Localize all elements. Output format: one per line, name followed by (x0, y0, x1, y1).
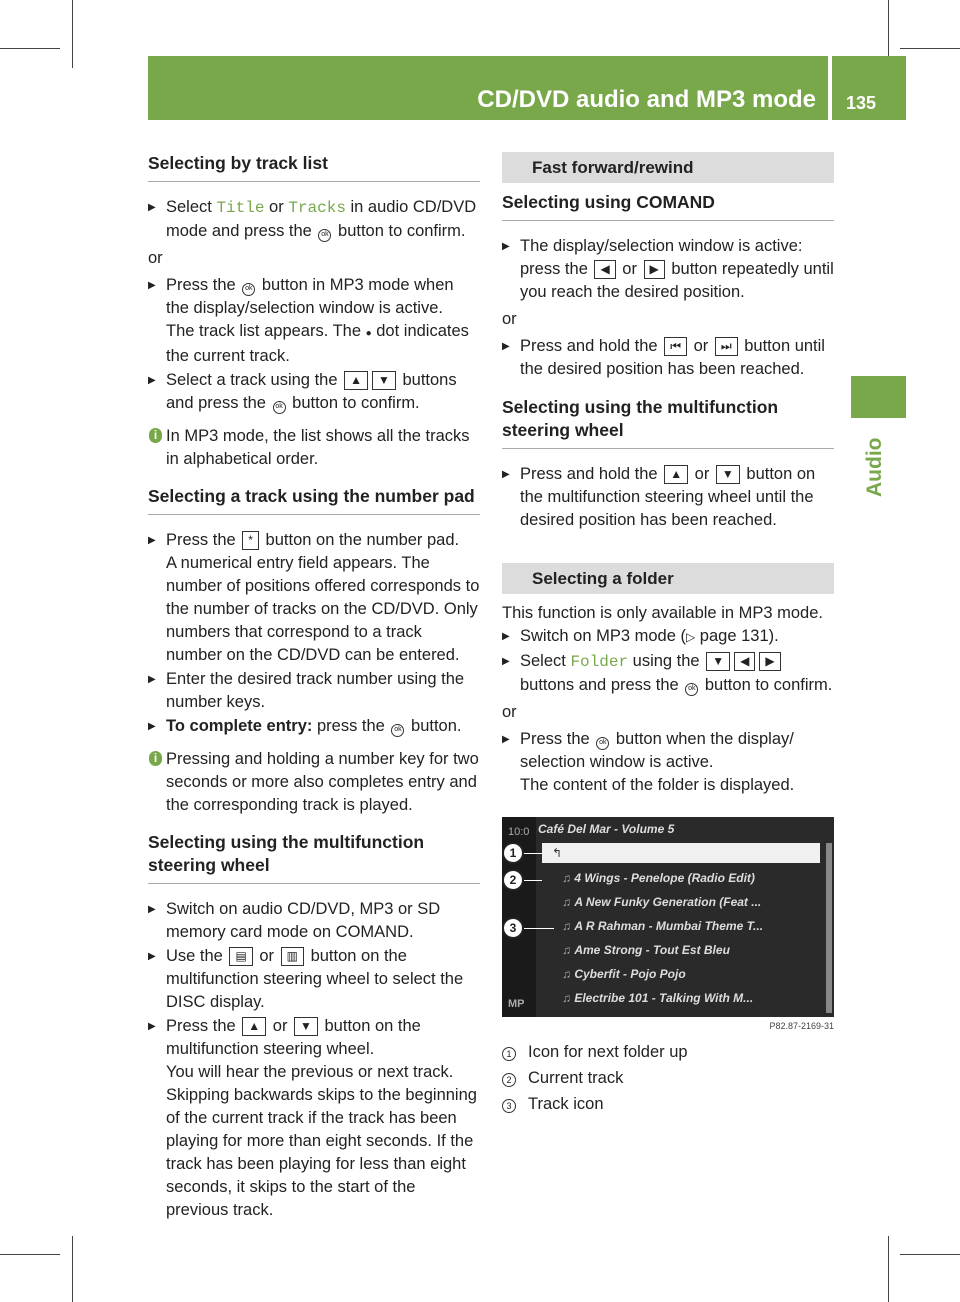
step: ▶ Press the * button on the number pad. A numerical entry field appears. The number of positions offered corresponds to the number of tracks on the CD/DVD. Only numbers that correspond to a track number on the CD/DVD can be entered. (148, 529, 480, 667)
heading-using-comand: Selecting using COMAND (502, 191, 834, 221)
skip-back-icon: ⏮ (664, 337, 687, 356)
step: ▶ Use the ▤ or ▥ button on the multifunction steering wheel to select the DISC display. (148, 945, 480, 1014)
display-button-icon: ▥ (281, 947, 304, 966)
ok-button-icon: ok (242, 283, 255, 296)
heading-number-pad: Selecting a track using the number pad (148, 485, 480, 515)
step: ▶ Select Folder using the ▼ ◀ ▶ buttons and press the ok button to confirm. (502, 650, 834, 697)
tracks-softkey: Tracks (288, 199, 346, 217)
page-number: 135 (846, 93, 877, 113)
or-text: or (148, 249, 163, 267)
down-button-icon: ▼ (372, 371, 396, 390)
step: ▶ Select a track using the ▲ ▼ buttons and press the ok button to confirm. (148, 369, 480, 415)
folder-up-icon: ↰ (542, 843, 820, 863)
track-item: ♫ 4 Wings - Penelope (Radio Edit) (562, 869, 755, 887)
track-item: ♫ A New Funky Generation (Feat ... (562, 893, 761, 911)
down-button-icon: ▼ (716, 465, 740, 484)
crop-mark (72, 0, 73, 68)
callout-3: 3 (502, 917, 524, 939)
step: ▶ Switch on audio CD/DVD, MP3 or SD memory card mode on COMAND. (148, 898, 480, 944)
ok-button-icon: ok (318, 229, 331, 242)
display-button-icon: ▤ (229, 947, 252, 966)
callout-line (524, 928, 554, 929)
section-bar-folder: Selecting a folder (502, 563, 834, 594)
track-item: ♫ A R Rahman - Mumbai Theme T... (562, 917, 763, 935)
step: ▶ Press and hold the ▲ or ▼ button on the multifunction steering wheel until the desired position has been reached. (502, 463, 834, 532)
right-button-icon: ▶ (644, 260, 665, 279)
heading-steering-wheel: Selecting using the multifunction steering wheel (148, 831, 480, 884)
star-key-icon: * (242, 531, 259, 550)
paragraph: This function is only available in MP3 mode. (502, 604, 823, 622)
legend-item: 2 Current track (502, 1067, 834, 1090)
right-button-icon: ▶ (759, 652, 780, 671)
or-text: or (502, 310, 517, 328)
info-note: i Pressing and holding a number key for two seconds or more also completes entry and the corresponding track is played. (148, 748, 480, 817)
skip-forward-icon: ⏭ (715, 337, 738, 356)
side-label: Audio (863, 437, 886, 497)
crop-mark (72, 1236, 73, 1302)
comand-screenshot (502, 817, 834, 1017)
folder-softkey: Folder (570, 653, 629, 671)
step: ▶ Switch on MP3 mode (▷ page 131). (502, 625, 834, 649)
dot-icon: ● (365, 328, 372, 339)
track-item: ♫ Electribe 101 - Talking With M... (562, 989, 753, 1007)
ok-button-icon: ok (391, 724, 404, 737)
left-column (148, 152, 480, 1223)
heading-track-list: Selecting by track list (148, 152, 480, 182)
screen-time: 10:0 (508, 826, 530, 838)
down-button-icon: ▼ (706, 652, 730, 671)
legend-item: 3 Track icon (502, 1093, 834, 1116)
up-button-icon: ▲ (242, 1017, 266, 1036)
step: ▶ Press the ok button in MP3 mode when the display/selection window is active. The track list appears. The ● dot indicates the current track. (148, 274, 480, 368)
callout-line (524, 853, 544, 854)
step: ▶ Press the ok button when the display/ selection window is active. The content of the folder is displayed. (502, 728, 834, 797)
ok-button-icon: ok (596, 737, 609, 750)
step: ▶ Select Title or Tracks in audio CD/DVD mode and press the ok button to confirm. (148, 196, 480, 243)
section-bar-fast-forward: Fast forward/rewind (502, 152, 834, 183)
ok-button-icon: ok (685, 683, 698, 696)
heading-steering-wheel: Selecting using the multifunction steering wheel (502, 396, 834, 449)
callout-line (524, 880, 542, 881)
side-tab (851, 376, 906, 418)
screen-folder-title: Café Del Mar - Volume 5 (538, 822, 675, 836)
down-button-icon: ▼ (294, 1017, 318, 1036)
header-title: CD/DVD audio and MP3 mode (477, 86, 816, 113)
track-item: ♫ Cyberfit - Pojo Pojo (562, 965, 686, 983)
header-bar (148, 56, 828, 120)
step: ▶ Enter the desired track number using the number keys. (148, 668, 480, 714)
step: ▶ Press and hold the ⏮ or ⏭ button until the desired position has been reached. (502, 335, 834, 381)
ok-button-icon: ok (273, 401, 286, 414)
left-button-icon: ◀ (734, 652, 755, 671)
page-number-box (832, 56, 906, 120)
step: ▶ The display/selection window is active: press the ◀ or ▶ button repeatedly until you reach the desired position. (502, 235, 834, 304)
crop-mark (0, 48, 60, 49)
legend-item: 1 Icon for next folder up (502, 1041, 834, 1064)
track-item: ♫ Ame Strong - Tout Est Bleu (562, 941, 730, 959)
callout-2: 2 (502, 869, 524, 891)
title-softkey: Title (216, 199, 265, 217)
crop-mark (888, 1236, 889, 1302)
page-ref-arrow-icon: ▷ (685, 630, 696, 644)
crop-mark (900, 1254, 960, 1255)
step: ▶ To complete entry: press the ok button. (148, 715, 480, 738)
callout-1: 1 (502, 842, 524, 864)
right-column (502, 152, 834, 1119)
crop-mark (900, 48, 960, 49)
left-button-icon: ◀ (594, 260, 615, 279)
up-button-icon: ▲ (344, 371, 368, 390)
screen-mode-label: MP (508, 998, 525, 1010)
up-button-icon: ▲ (664, 465, 688, 484)
or-text: or (502, 703, 517, 721)
screen-scrollbar (826, 843, 832, 1013)
crop-mark (0, 1254, 60, 1255)
step: ▶ Press the ▲ or ▼ button on the multifunction steering wheel. You will hear the previous or next track. Skipping backwards skips to the beginning of the current track if the track has been playing for more than eight seconds. If the track has been playing for less than eight seconds, it skips to the start of the previous track. (148, 1015, 480, 1222)
figure-code: P82.87-2169-31 (769, 1021, 834, 1031)
info-note: i In MP3 mode, the list shows all the tracks in alphabetical order. (148, 425, 480, 471)
